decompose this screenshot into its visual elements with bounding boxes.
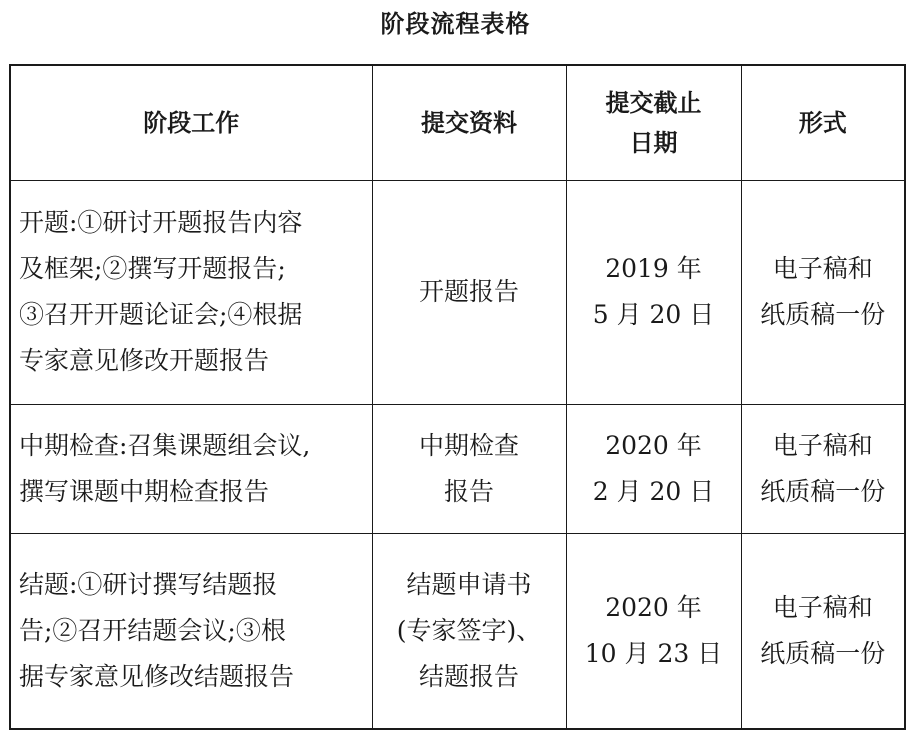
- cell-line: 2020 年: [605, 430, 702, 460]
- cell-materials: [372, 404, 566, 533]
- cell-line: 专家意见修改开题报告: [19, 346, 270, 375]
- header-line: 形式: [798, 108, 847, 137]
- cell-line: 开题:①研讨开题报告内容: [19, 208, 303, 237]
- cell-deadline: [566, 404, 741, 533]
- cell-line: 5 月 20 日: [592, 300, 715, 329]
- cell-deadline: [566, 533, 741, 729]
- cell-materials: [372, 533, 566, 729]
- cell-line: 结题申请书: [406, 569, 532, 599]
- cell-line: 开题报告: [418, 277, 519, 306]
- cell-line: 10 月 23 日: [584, 638, 723, 668]
- cell-stage-work: [10, 404, 372, 533]
- cell-line: (专家签字)、: [396, 615, 542, 645]
- header-line: 阶段工作: [143, 108, 240, 137]
- cell-line: 纸质稿一份: [760, 300, 886, 329]
- table-row: [10, 533, 905, 729]
- cell-line: 及框架;②撰写开题报告;: [19, 254, 286, 283]
- header-deadline: [566, 65, 741, 180]
- page-title: 阶段流程表格: [380, 10, 531, 38]
- header-line: 提交截止: [605, 88, 702, 117]
- header-line: 提交资料: [421, 108, 517, 137]
- cell-line: 2 月 20 日: [592, 476, 715, 506]
- cell-line: 电子稿和: [772, 254, 873, 283]
- header-line: 日期: [629, 128, 678, 157]
- cell-line: 中期检查:召集课题组会议,: [19, 430, 311, 460]
- cell-line: 电子稿和: [772, 430, 873, 460]
- cell-line: 据专家意见修改结题报告: [19, 661, 295, 691]
- cell-line: 电子稿和: [772, 592, 873, 622]
- cell-line: 纸质稿一份: [760, 476, 886, 506]
- stage-process-table: [9, 64, 906, 730]
- cell-line: 报告: [443, 476, 494, 506]
- cell-stage-work: [10, 533, 372, 729]
- cell-stage-work: [10, 180, 372, 404]
- cell-form: [741, 404, 905, 533]
- header-stage-work: [10, 65, 372, 180]
- header-materials: [372, 65, 566, 180]
- cell-line: 结题:①研讨撰写结题报: [19, 569, 278, 599]
- cell-line: 2020 年: [605, 592, 702, 622]
- cell-materials: [372, 180, 566, 404]
- cell-line: 2019 年: [605, 254, 702, 283]
- table-row: [10, 180, 905, 404]
- cell-line: 中期检查: [418, 430, 519, 460]
- header-form: [741, 65, 905, 180]
- cell-line: ③召开开题论证会;④根据: [19, 300, 303, 329]
- cell-form: [741, 533, 905, 729]
- cell-line: 纸质稿一份: [760, 638, 886, 668]
- cell-deadline: [566, 180, 741, 404]
- table-header-row: [10, 65, 905, 180]
- cell-line: 结题报告: [418, 661, 519, 691]
- cell-line: 告;②召开结题会议;③根: [19, 615, 286, 645]
- cell-form: [741, 180, 905, 404]
- table-row: [10, 404, 905, 533]
- cell-line: 撰写课题中期检查报告: [19, 476, 270, 506]
